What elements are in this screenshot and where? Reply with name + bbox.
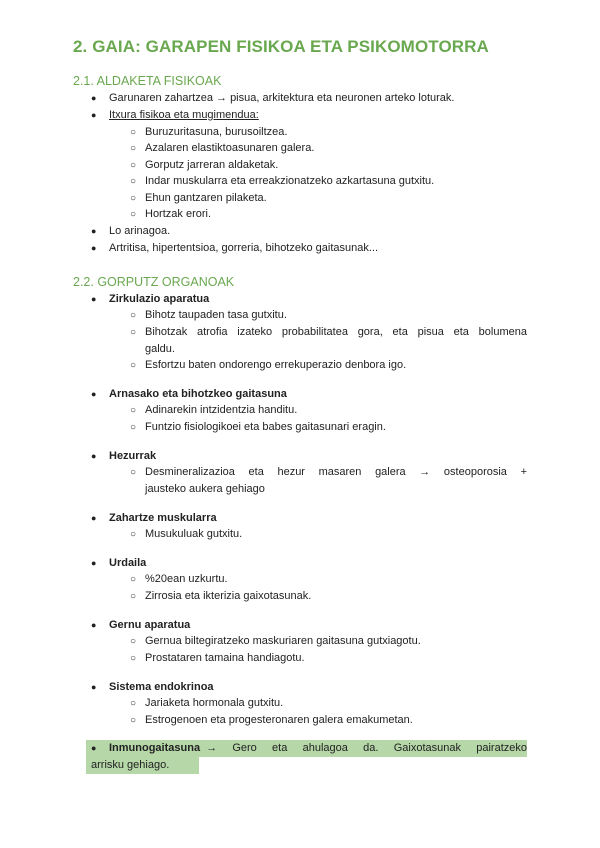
circle-bullet-icon: ○ — [130, 310, 137, 321]
circle-bullet-icon: ○ — [130, 698, 137, 709]
group-label: Gernu aparatua — [109, 619, 191, 631]
group-label: Zirkulazio aparatua — [109, 293, 210, 305]
highlighted-item — [109, 740, 527, 757]
sub-list-item-continuation: galdu. — [145, 343, 175, 355]
bullet-icon: ● — [91, 243, 97, 253]
circle-bullet-icon: ○ — [130, 467, 137, 478]
sub-list-item: Ehun gantzaren pilaketa. — [145, 192, 267, 204]
sub-list-item: Indar muskularra eta erreakzionatzeko azkartasuna gutxitu. — [145, 175, 435, 187]
sub-list-item: Prostataren tamaina handiagotu. — [145, 652, 305, 664]
circle-bullet-icon: ○ — [130, 405, 137, 416]
bullet-icon: ● — [91, 294, 97, 304]
list-item: Garunaren zahartzea → pisua, arkitektura eta neuronen arteko loturak. — [109, 92, 455, 104]
group-label: Zahartze muskularra — [109, 512, 217, 524]
circle-bullet-icon: ○ — [130, 715, 137, 726]
circle-bullet-icon: ○ — [130, 327, 137, 338]
sub-list-item: Adinarekin intzidentzia handitu. — [145, 404, 298, 416]
list-item: Lo arinagoa. — [109, 225, 171, 237]
circle-bullet-icon: ○ — [130, 160, 137, 171]
sub-list-item-continuation: jausteko aukera gehiago — [145, 483, 265, 495]
group-label: Hezurrak — [109, 450, 157, 462]
sub-list-item: Zirrosia eta ikterizia gaixotasunak. — [145, 590, 312, 602]
bullet-icon: ● — [91, 513, 97, 523]
list-item: Artritisa, hipertentsioa, gorreria, bihotzeko gaitasunak... — [109, 242, 379, 254]
group-label: Inmunogaitasuna — [109, 742, 201, 754]
page-title: 2. GAIA: GARAPEN FISIKOA ETA PSIKOMOTORRA — [73, 37, 489, 56]
group-label: Sistema endokrinoa — [109, 681, 214, 693]
circle-bullet-icon: ○ — [130, 653, 137, 664]
bullet-icon: ● — [91, 226, 97, 236]
bullet-icon: ● — [91, 682, 97, 692]
sub-list-item: Gorputz jarreran aldaketak. — [145, 159, 279, 171]
sub-list-item: Azalaren elastiktoasunaren galera. — [145, 142, 315, 154]
circle-bullet-icon: ○ — [130, 143, 137, 154]
sub-list-item: Musukuluak gutxitu. — [145, 528, 243, 540]
bullet-icon: ● — [91, 743, 97, 753]
sub-list-item: Bihotz taupaden tasa gutxitu. — [145, 309, 287, 321]
bullet-icon: ● — [91, 389, 97, 399]
sub-list-item: Funtzio fisiologikoei eta babes gaitasunari eragin. — [145, 421, 386, 433]
circle-bullet-icon: ○ — [130, 574, 137, 585]
circle-bullet-icon: ○ — [130, 176, 137, 187]
group-label: Arnasako eta bihotzkeo gaitasuna — [109, 388, 287, 400]
sub-list-item: Bihotzak atrofia izateko probabilitatea gora, eta pisua eta bolumena — [145, 326, 527, 338]
highlighted-item-text: → Gero eta ahulagoa da. Gaixotasunak pairatzeko — [206, 742, 527, 754]
circle-bullet-icon: ○ — [130, 360, 137, 371]
sub-list-item: Gernua biltegiratzeko maskuriaren gaitasuna gutxiagotu. — [145, 635, 421, 647]
circle-bullet-icon: ○ — [130, 209, 137, 220]
circle-bullet-icon: ○ — [130, 193, 137, 204]
bullet-icon: ● — [91, 93, 97, 103]
sub-list-item: Hortzak erori. — [145, 208, 212, 220]
bullet-icon: ● — [91, 620, 97, 630]
group-label: Urdaila — [109, 557, 147, 569]
sub-list-item: Desmineralizazioa eta hezur masaren galera → osteoporosia + — [145, 466, 527, 478]
bullet-icon: ● — [91, 558, 97, 568]
bullet-icon: ● — [91, 451, 97, 461]
circle-bullet-icon: ○ — [130, 636, 137, 647]
section-heading-2-1: 2.1. ALDAKETA FISIKOAK — [73, 74, 222, 88]
highlighted-item-continuation: arrisku gehiago. — [91, 759, 170, 771]
sub-list-item: %20ean uzkurtu. — [145, 573, 228, 585]
sub-list-item: Esfortzu baten ondorengo errekuperazio denbora igo. — [145, 359, 407, 371]
circle-bullet-icon: ○ — [130, 127, 137, 138]
list-item: Itxura fisikoa eta mugimendua: — [109, 109, 259, 121]
sub-list-item: Buruzuritasuna, burusoiltzea. — [145, 126, 288, 138]
sub-list-item: Estrogenoen eta progesteronaren galera emakumetan. — [145, 714, 413, 726]
section-heading-2-2: 2.2. GORPUTZ ORGANOAK — [73, 275, 235, 289]
sub-list-item: Jariaketa hormonala gutxitu. — [145, 697, 284, 709]
circle-bullet-icon: ○ — [130, 591, 137, 602]
circle-bullet-icon: ○ — [130, 529, 137, 540]
circle-bullet-icon: ○ — [130, 422, 137, 433]
bullet-icon: ● — [91, 110, 97, 120]
